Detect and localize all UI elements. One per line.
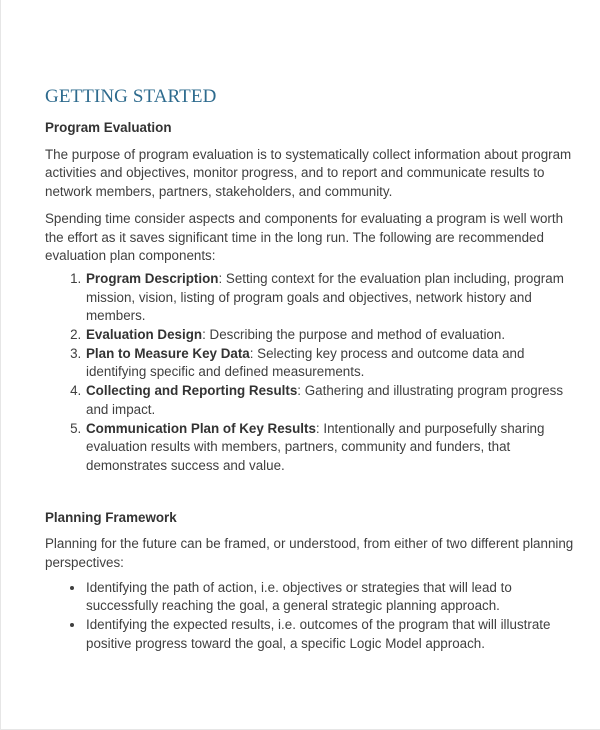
document-content — [45, 85, 585, 654]
section-title-planning-framework: Planning Framework — [45, 509, 177, 525]
list-item — [85, 420, 585, 476]
component-text: : Setting context for the evaluation plan including, program mission, vision, listing of program goals and objectives, network history and members. — [86, 270, 564, 324]
paragraph-planning: Planning for the future can be framed, or understood, from either of two different planning perspectives: — [45, 536, 574, 571]
section-spacer — [45, 476, 585, 509]
evaluation-components-list — [45, 270, 585, 476]
page-heading: GETTING STARTED — [45, 86, 217, 107]
component-text: : Intentionally and purposefully sharing evaluation results with members, partners, community and funders, that demonstrates success and value. — [86, 420, 545, 473]
list-item — [85, 345, 585, 382]
list-item — [85, 382, 585, 419]
paragraph-purpose: The purpose of program evaluation is to systematically collect information about program activities and objectives, monitor progress, and to report and communicate results to network members, partners, stakeholders, and community. — [45, 146, 572, 200]
component-term: Collecting and Reporting Results — [86, 383, 298, 399]
paragraph-spending-time: Spending time consider aspects and components for evaluating a program is well worth the effort as it saves significant time in the long run. The following are recommended evaluation plan components: — [45, 210, 564, 264]
component-text: : Selecting key process and outcome data and identifying specific and defined measurements. — [86, 345, 525, 380]
component-term: Program Description — [86, 270, 219, 286]
list-item — [85, 270, 585, 326]
component-term: Communication Plan of Key Results — [86, 420, 316, 436]
list-item — [85, 326, 585, 345]
planning-perspectives-list — [45, 579, 585, 654]
component-text: : Describing the purpose and method of evaluation. — [202, 327, 506, 343]
list-item: • Identifying the expected results, i.e. outcomes of the program that will illustrate positive progress toward the goal, a specific Logic Model approach. — [85, 616, 585, 653]
component-term: Plan to Measure Key Data — [86, 345, 250, 361]
list-item: • Identifying the path of action, i.e. objectives or strategies that will lead to successfully reaching the goal, a general strategic planning approach. — [85, 579, 585, 616]
component-term: Evaluation Design — [86, 327, 203, 343]
section-title-program-evaluation: Program Evaluation — [45, 120, 172, 135]
component-text: : Gathering and illustrating program progress and impact. — [86, 383, 564, 417]
